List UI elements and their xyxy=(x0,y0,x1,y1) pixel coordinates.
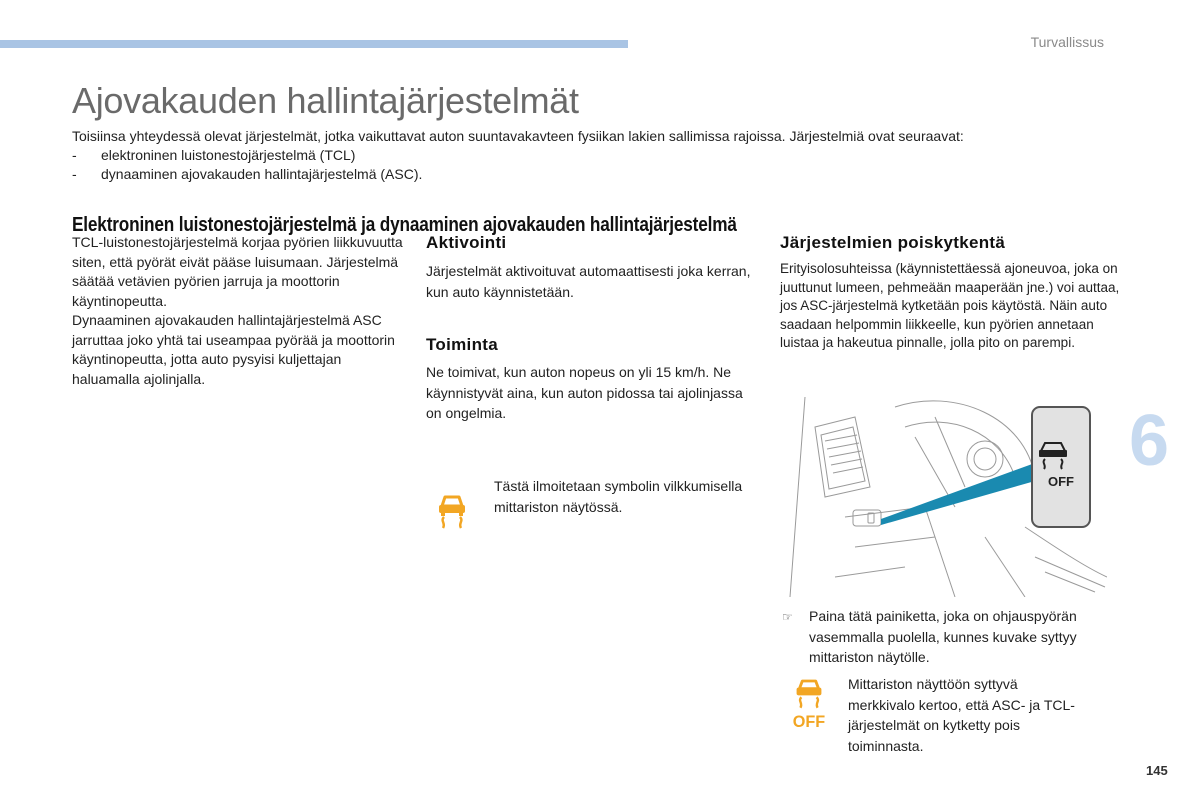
instruction-text: Paina tätä painiketta, joka on ohjauspyörän vasemmalla puolella, kunnes kuvake syttyy mittariston näytölle. xyxy=(809,608,1077,665)
list-dash: - xyxy=(72,166,77,182)
operation-text: Ne toimivat, kun auton nopeus on yli 15 km/h. Ne käynnistyvät aina, kun auton pidossa tai ajolinjassa on ongelmia. xyxy=(426,364,743,421)
page-number: 145 xyxy=(1146,763,1168,778)
press-button-instruction xyxy=(782,606,1122,668)
skid-warning-icon xyxy=(430,486,474,530)
pointing-hand-icon: ☞ xyxy=(782,610,793,624)
dashboard-illustration xyxy=(785,397,1107,597)
deactivation-text: Erityisolosuhteissa (käynnistettäessä ajoneuvoa, joka on juuttunut lumeen, pehmeään maaperään jne.) voi auttaa, jos ASC-järjestelmä kytketään pois käytöstä. Näin auto saadaan helpommin liikkeelle, kun pyörien annetaan luistaa ja hakeutua pinnalle, jolla pito on parempi. xyxy=(780,261,1120,350)
deactivation-heading: Järjestelmien poiskytkentä xyxy=(780,233,1006,252)
tcl-paragraph: TCL-luistonestojärjestelmä korjaa pyörien liikkuvuutta siten, että pyörät eivät pääse luisumaan. Järjestelmä säätää vetävien pyörien jarruja ja moottorin käyntinopeutta. xyxy=(72,234,403,309)
column-description xyxy=(72,233,412,389)
asc-off-button[interactable] xyxy=(1032,407,1090,527)
intro-list xyxy=(72,146,964,184)
header-accent-bar xyxy=(0,40,628,48)
button-off-label: OFF xyxy=(1048,474,1074,489)
intro-text: Toisiinsa yhteydessä olevat järjestelmät, jotka vaikuttavat auton suuntavakavteen fysiikan lakien sallimissa rajoissa. Järjestelmiä ovat seuraavat: xyxy=(72,128,964,144)
list-item xyxy=(72,146,964,165)
off-notice-text: Mittariston näyttöön syttyvä merkkivalo kertoo, että ASC- ja TCL-järjestelmät on kytketty pois toiminnasta. xyxy=(848,676,1075,754)
list-dash: - xyxy=(72,147,77,163)
asc-paragraph: Dynaaminen ajovakauden hallintajärjestelmä ASC jarruttaa joko yhtä tai useampaa pyörää ja moottorin käyntinopeutta, jotta auto pysyisi kuljettajan haluamalla ajolinjalla. xyxy=(72,312,395,387)
list-item-text: elektroninen luistonestojärjestelmä (TCL) xyxy=(101,147,356,163)
off-notice xyxy=(788,672,1088,754)
list-item xyxy=(72,165,964,184)
activation-heading: Aktivointi xyxy=(426,233,507,252)
intro xyxy=(72,127,964,184)
section-subheading: Elektroninen luistonestojärjestelmä ja dynaaminen ajovakauden hallintajärjestelmä xyxy=(72,213,737,236)
page-title: Ajovakauden hallintajärjestelmät xyxy=(72,80,579,121)
operation-heading: Toiminta xyxy=(426,335,498,354)
blink-notice xyxy=(430,476,744,530)
blink-notice-text: Tästä ilmoitetaan symbolin vilkkumisella mittariston näytössä. xyxy=(494,478,743,515)
off-icon-label: OFF xyxy=(792,712,826,731)
section-name: Turvallissus xyxy=(1030,34,1104,50)
skid-off-icon xyxy=(788,672,830,732)
list-item-text: dynaaminen ajovakauden hallintajärjestelmä (ASC). xyxy=(101,166,423,182)
activation-text: Järjestelmät aktivoituvat automaattisesti joka kerran, kun auto käynnistetään. xyxy=(426,263,751,300)
chapter-number: 6 xyxy=(1129,401,1170,481)
